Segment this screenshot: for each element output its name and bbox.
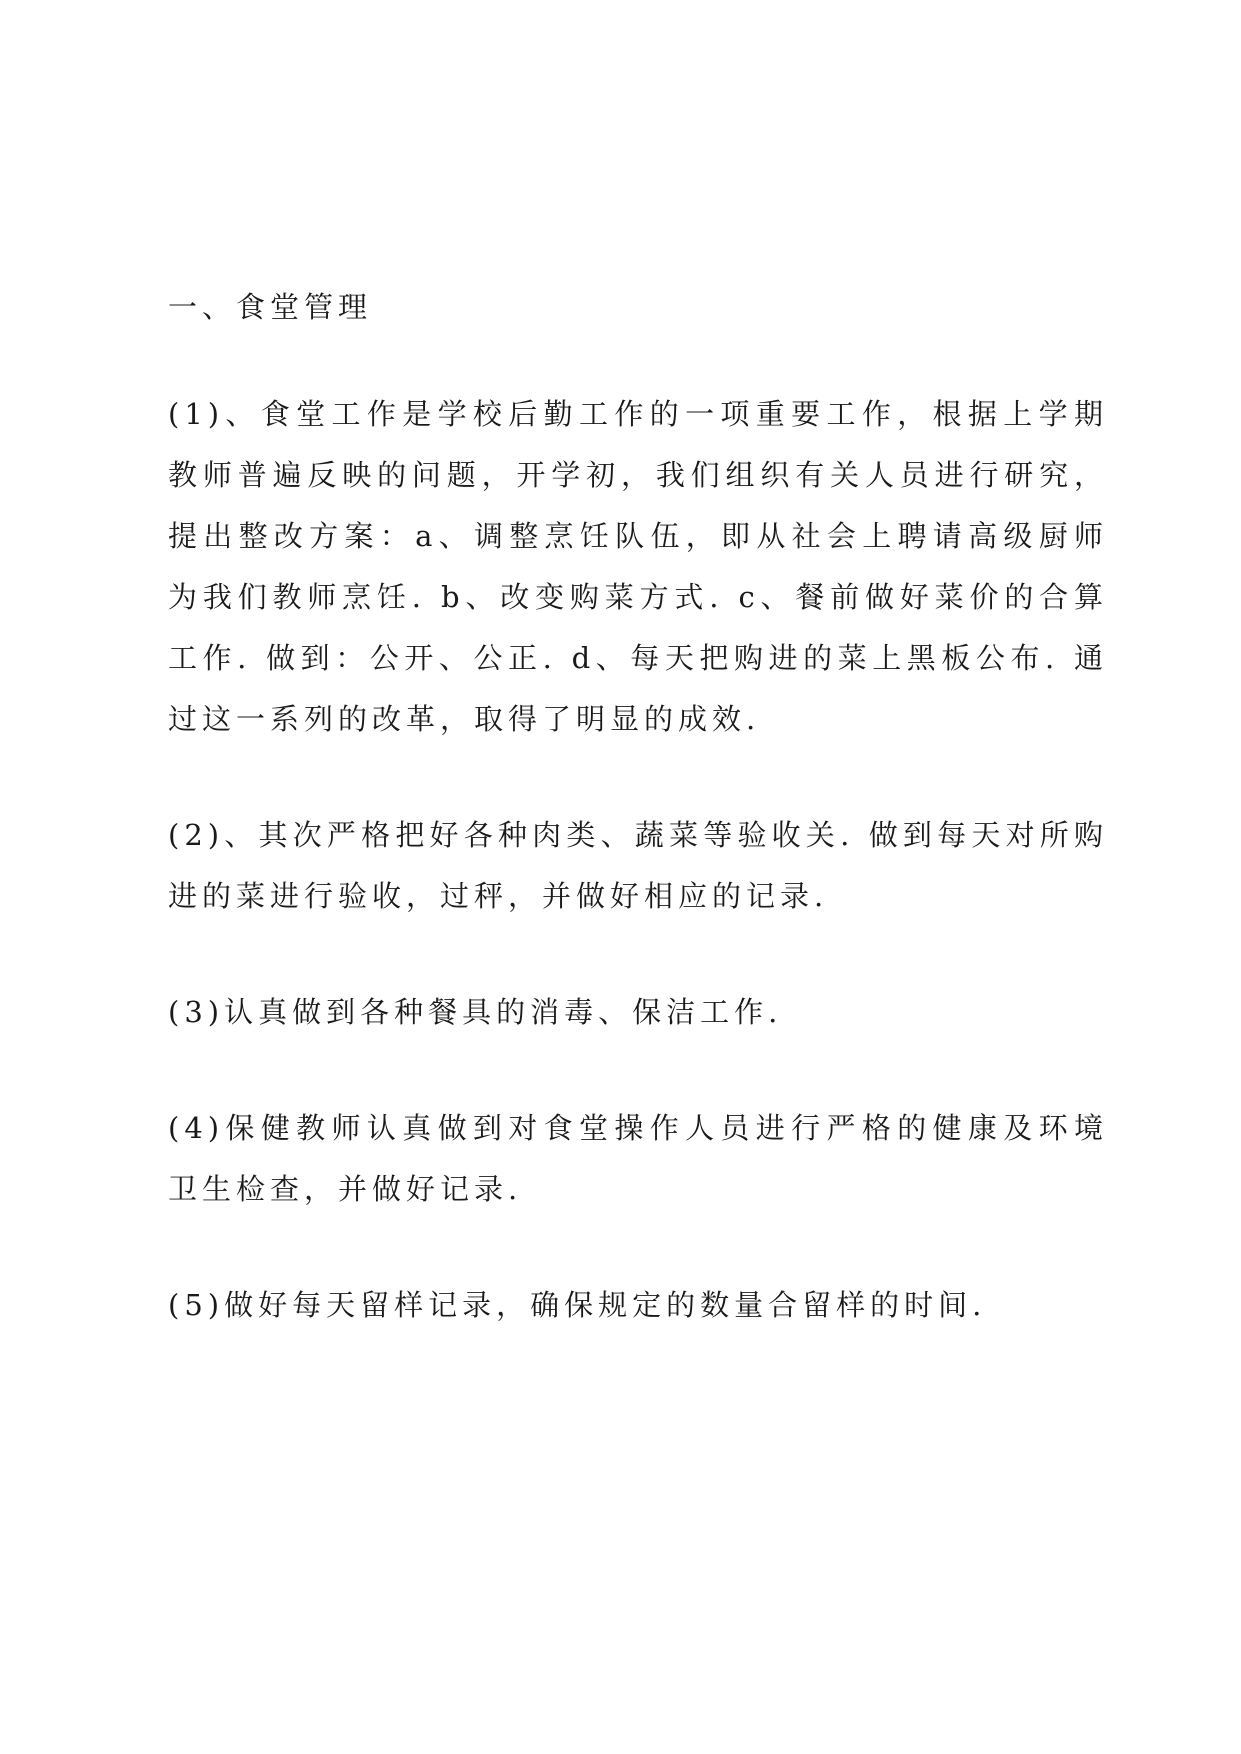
paragraph-1: (1)、食堂工作是学校后勤工作的一项重要工作，根据上学期教师普遍反映的问题，开学初，我们组织有关人员进行研究，提出整改方案：a、调整烹饪队伍，即从社会上聘请高级厨师为我们教师烹饪. b、改变购菜方式. c、餐前做好菜价的合算工作. 做到：公开、公正. d、每天把购进的菜上黑板公布. 通过这一系列的改革，取得了明显的成效.	[168, 397, 1108, 736]
paragraph-2: (2)、其次严格把好各种肉类、蔬菜等验收关. 做到每天对所购进的菜进行验收，过秤，并做好相应的记录.	[168, 818, 1108, 913]
section-heading: 一、食堂管理	[168, 290, 373, 324]
document-body	[168, 285, 1108, 1336]
paragraph-3: (3)认真做到各种餐具的消毒、保洁工作.	[168, 995, 783, 1029]
paragraph-4: (4)保健教师认真做到对食堂操作人员进行严格的健康及环境卫生检查，并做好记录.	[168, 1111, 1108, 1206]
paragraph-5: (5)做好每天留样记录，确保规定的数量合留样的时间.	[168, 1288, 987, 1322]
